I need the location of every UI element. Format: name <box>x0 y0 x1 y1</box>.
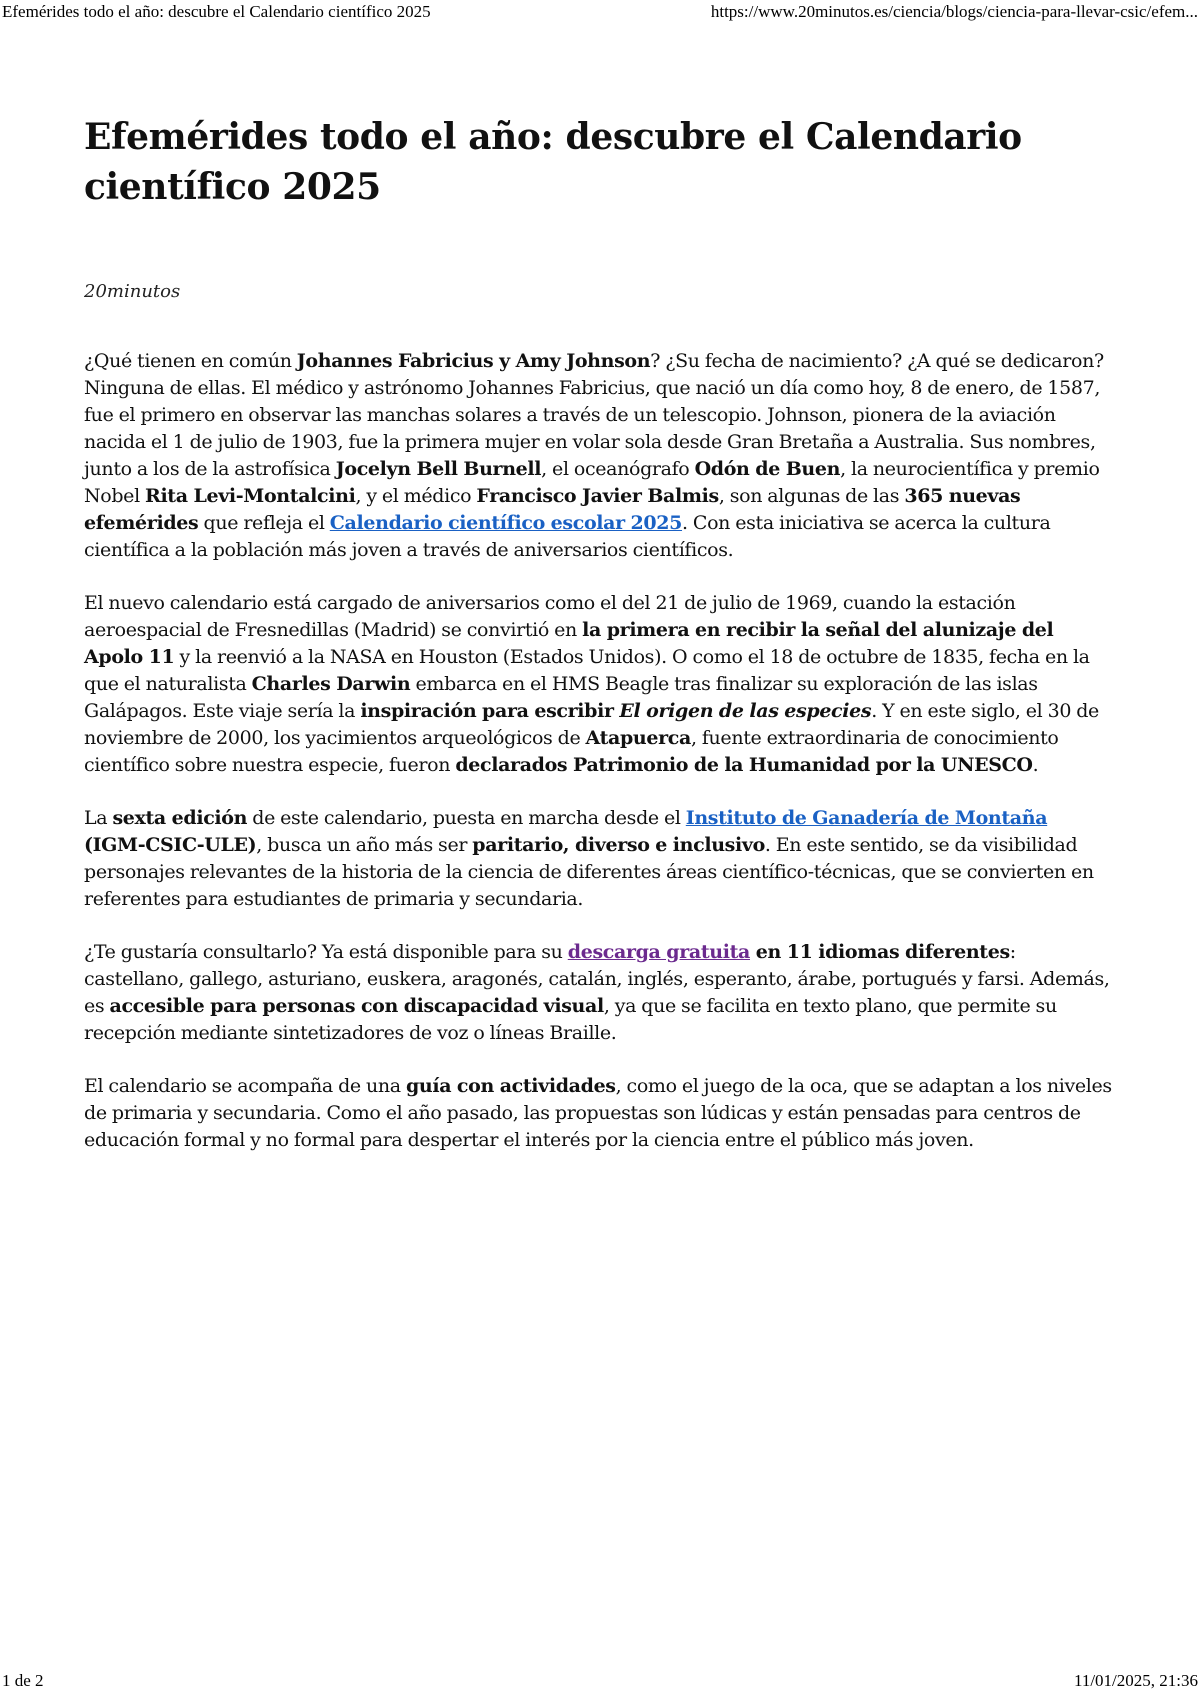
emphasis-text: (IGM-CSIC-ULE) <box>84 834 257 856</box>
article <box>84 112 1114 1180</box>
body-text: . Con esta iniciativa se acerca la cultura científica a la población más joven a través de aniversarios científicos. <box>84 512 1051 561</box>
body-text: , fuente extraordinaria de conocimiento científico sobre nuestra especie, fueron <box>84 727 1059 776</box>
igm-link[interactable]: Instituto de Ganadería de Montaña <box>685 807 1048 829</box>
article-body <box>84 348 1114 1154</box>
body-text: , como el juego de la oca, que se adaptan a los niveles de primaria y secundaria. Como el año pasado, las propuestas son lúdicas y están pensadas para centros de educación formal y no formal para despertar el interés por la ciencia entre el público más joven. <box>84 1075 1112 1151</box>
body-text: . En este sentido, se da visibilidad personajes relevantes de la historia de la ciencia de diferentes áreas científico-técnicas, que se convierten en referentes para estudiantes de primaria y secundaria. <box>84 834 1094 910</box>
body-text: ? ¿Su fecha de nacimiento? ¿A qué se dedicaron? Ninguna de ellas. El médico y astrónomo Johannes Fabricius, que nació un día como hoy, 8 de enero, de 1587, fue el primero en observar las manchas solares a través de un telescopio. Johnson, pionera de la aviación nacida el 1 de julio de 1903, fue la primera mujer en volar sola desde Gran Bretaña a Australia. Sus nombres, junto a los de la astrofísica <box>84 350 1104 480</box>
body-text: ¿Qué tienen en común <box>84 350 297 372</box>
body-text: , la neurocientífica y premio Nobel <box>84 458 1100 507</box>
body-text: , ya que se facilita en texto plano, que permite su recepción mediante sintetizadores de voz o líneas Braille. <box>84 995 1057 1044</box>
emphasis-text: 365 nuevas efemérides <box>84 485 1021 534</box>
print-header-title: Efemérides todo el año: descubre el Calendario científico 2025 <box>2 2 431 21</box>
calendario-link[interactable]: Calendario científico escolar 2025 <box>329 512 683 534</box>
body-text: La <box>84 807 113 829</box>
body-text: . <box>1032 754 1039 776</box>
article-paragraph <box>84 939 1114 1047</box>
emphasis-text: Francisco Javier Balmis <box>476 485 719 507</box>
emphasis-text: Charles Darwin <box>251 673 411 695</box>
emphasis-text: paritario, diverso e inclusivo <box>472 834 765 856</box>
article-title: Efemérides todo el año: descubre el Calendario científico 2025 <box>84 116 1022 208</box>
body-text: , busca un año más ser <box>256 834 473 856</box>
body-text: , son algunas de las <box>718 485 905 507</box>
emphasis-text: la primera en recibir la señal del alunizaje del Apolo 11 <box>84 619 1054 668</box>
page-number: 1 de 2 <box>2 1671 44 1690</box>
print-header <box>0 0 1200 28</box>
emphasis-text: sexta edición <box>112 807 248 829</box>
article-paragraph <box>84 348 1114 564</box>
emphasis-text: declarados Patrimonio de la Humanidad por la UNESCO <box>455 754 1033 776</box>
emphasis-text: Odón de Buen <box>694 458 841 480</box>
body-text: . Y en este siglo, el 30 de noviembre de 2000, los yacimientos arqueológicos de <box>84 700 1099 749</box>
body-text: que refleja el <box>198 512 330 534</box>
emphasis-text: El origen de las especies <box>619 700 872 722</box>
body-text: El calendario se acompaña de una <box>84 1075 406 1097</box>
emphasis-text: Johannes Fabricius y Amy Johnson <box>296 350 651 372</box>
emphasis-text: inspiración para escribir <box>360 700 620 722</box>
emphasis-text: guía con actividades <box>405 1075 616 1097</box>
article-paragraph <box>84 1073 1114 1154</box>
emphasis-text: Rita Levi-Montalcini <box>145 485 356 507</box>
body-text: , y el médico <box>355 485 477 507</box>
body-text: ¿Te gustaría consultarlo? Ya está disponible para su <box>84 941 568 963</box>
emphasis-text: Atapuerca <box>585 727 691 749</box>
emphasis-text: accesible para personas con discapacidad visual <box>109 995 604 1017</box>
emphasis-text: en 11 idiomas diferentes <box>750 941 1010 963</box>
article-paragraph <box>84 590 1114 779</box>
descarga-link[interactable]: descarga gratuita <box>567 941 750 963</box>
print-header-url: https://www.20minutos.es/ciencia/blogs/ciencia-para-llevar-csic/efem... <box>710 2 1198 21</box>
body-text: , el oceanógrafo <box>541 458 695 480</box>
body-text: y la reenvió a la NASA en Houston (Estados Unidos). O como el 18 de octubre de 1835, fecha en la que el naturalista <box>84 646 1090 695</box>
print-footer <box>0 1669 1200 1695</box>
body-text: embarca en el HMS Beagle tras finalizar su exploración de las islas Galápagos. Este viaje sería la <box>84 673 1038 722</box>
body-text: : castellano, gallego, asturiano, euskera, aragonés, catalán, inglés, esperanto, árabe, portugués y farsi. Además, es <box>84 941 1110 1017</box>
article-byline: 20minutos <box>84 281 181 302</box>
body-text: de este calendario, puesta en marcha desde el <box>247 807 686 829</box>
emphasis-text: Jocelyn Bell Burnell <box>335 458 542 480</box>
body-text: El nuevo calendario está cargado de aniversarios como el del 21 de julio de 1969, cuando la estación aeroespacial de Fresnedillas (Madrid) se convirtió en <box>84 592 1016 641</box>
article-paragraph <box>84 805 1114 913</box>
print-datetime: 11/01/2025, 21:36 <box>1073 1671 1198 1690</box>
